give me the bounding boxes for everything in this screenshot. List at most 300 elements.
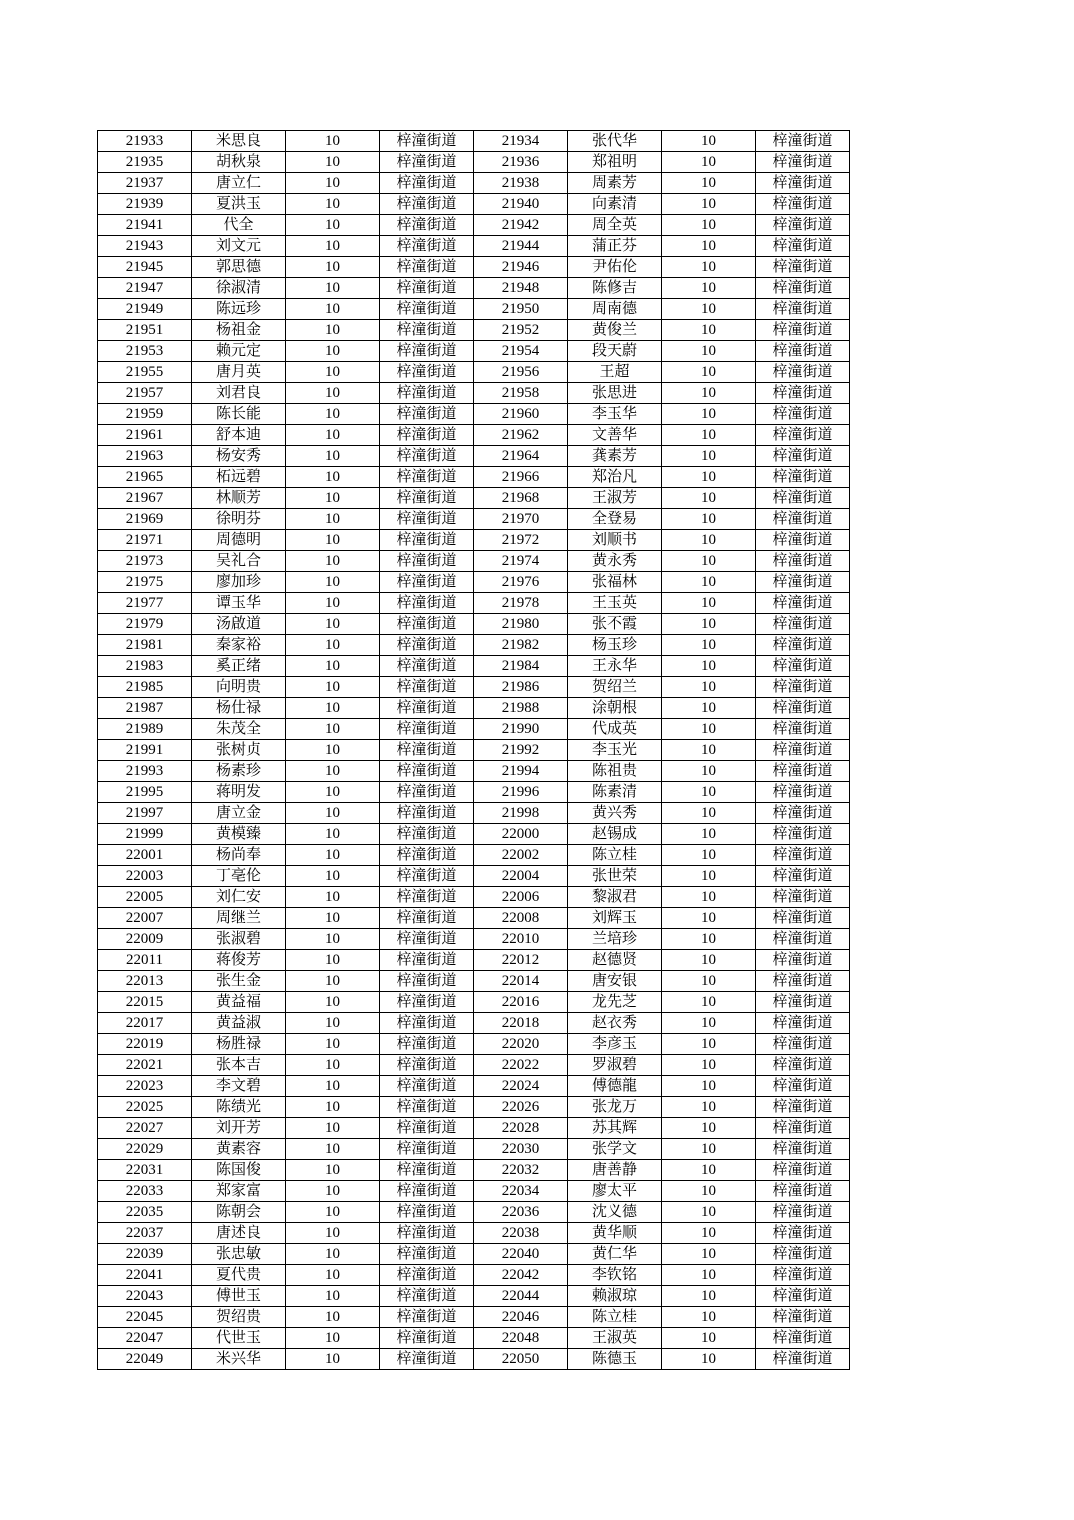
record-number-cell: 21978 — [474, 593, 568, 614]
person-name-cell: 唐立金 — [192, 803, 286, 824]
person-name-cell: 杨祖金 — [192, 320, 286, 341]
street-office-cell: 梓潼街道 — [380, 1328, 474, 1349]
street-office-cell: 梓潼街道 — [380, 299, 474, 320]
amount-cell: 10 — [286, 992, 380, 1013]
person-name-cell: 唐述良 — [192, 1223, 286, 1244]
table-row — [98, 551, 850, 572]
street-office-cell: 梓潼街道 — [756, 530, 850, 551]
table-row — [98, 1013, 850, 1034]
record-number-cell: 22012 — [474, 950, 568, 971]
person-name-cell: 黄仁华 — [568, 1244, 662, 1265]
person-name-cell: 傅德龍 — [568, 1076, 662, 1097]
record-number-cell: 22008 — [474, 908, 568, 929]
street-office-cell: 梓潼街道 — [756, 887, 850, 908]
amount-cell: 10 — [286, 1181, 380, 1202]
amount-cell: 10 — [662, 278, 756, 299]
amount-cell: 10 — [286, 656, 380, 677]
person-name-cell: 赵衣秀 — [568, 1013, 662, 1034]
person-name-cell: 陈立桂 — [568, 1307, 662, 1328]
amount-cell: 10 — [286, 488, 380, 509]
table-row — [98, 362, 850, 383]
table-row — [98, 215, 850, 236]
street-office-cell: 梓潼街道 — [756, 1076, 850, 1097]
record-number-cell: 21943 — [98, 236, 192, 257]
record-number-cell: 21933 — [98, 131, 192, 152]
amount-cell: 10 — [286, 509, 380, 530]
record-number-cell: 22034 — [474, 1181, 568, 1202]
person-name-cell: 廖加珍 — [192, 572, 286, 593]
street-office-cell: 梓潼街道 — [380, 1013, 474, 1034]
record-number-cell: 21999 — [98, 824, 192, 845]
record-number-cell: 22048 — [474, 1328, 568, 1349]
person-name-cell: 傅世玉 — [192, 1286, 286, 1307]
person-name-cell: 杨安秀 — [192, 446, 286, 467]
amount-cell: 10 — [662, 1160, 756, 1181]
record-number-cell: 21972 — [474, 530, 568, 551]
record-number-cell: 22004 — [474, 866, 568, 887]
record-number-cell: 22002 — [474, 845, 568, 866]
person-name-cell: 周德明 — [192, 530, 286, 551]
table-row — [98, 971, 850, 992]
person-name-cell: 丁亳伦 — [192, 866, 286, 887]
record-number-cell: 21937 — [98, 173, 192, 194]
amount-cell: 10 — [286, 1307, 380, 1328]
amount-cell: 10 — [662, 1097, 756, 1118]
amount-cell: 10 — [286, 1265, 380, 1286]
street-office-cell: 梓潼街道 — [380, 509, 474, 530]
street-office-cell: 梓潼街道 — [380, 1076, 474, 1097]
street-office-cell: 梓潼街道 — [756, 152, 850, 173]
record-number-cell: 21981 — [98, 635, 192, 656]
record-number-cell: 21971 — [98, 530, 192, 551]
amount-cell: 10 — [662, 1286, 756, 1307]
table-row — [98, 761, 850, 782]
record-number-cell: 21965 — [98, 467, 192, 488]
person-name-cell: 代全 — [192, 215, 286, 236]
person-name-cell: 涂朝根 — [568, 698, 662, 719]
street-office-cell: 梓潼街道 — [756, 1307, 850, 1328]
record-number-cell: 21955 — [98, 362, 192, 383]
record-number-cell: 21983 — [98, 656, 192, 677]
street-office-cell: 梓潼街道 — [756, 1328, 850, 1349]
amount-cell: 10 — [286, 1055, 380, 1076]
street-office-cell: 梓潼街道 — [380, 677, 474, 698]
street-office-cell: 梓潼街道 — [756, 971, 850, 992]
street-office-cell: 梓潼街道 — [380, 1244, 474, 1265]
table-row — [98, 1202, 850, 1223]
record-number-cell: 21987 — [98, 698, 192, 719]
amount-cell: 10 — [286, 236, 380, 257]
street-office-cell: 梓潼街道 — [756, 257, 850, 278]
amount-cell: 10 — [286, 257, 380, 278]
amount-cell: 10 — [662, 1244, 756, 1265]
street-office-cell: 梓潼街道 — [756, 1055, 850, 1076]
table-row — [98, 278, 850, 299]
record-number-cell: 22035 — [98, 1202, 192, 1223]
person-name-cell: 陈长能 — [192, 404, 286, 425]
table-row — [98, 950, 850, 971]
table-row — [98, 635, 850, 656]
table-row — [98, 425, 850, 446]
amount-cell: 10 — [662, 593, 756, 614]
street-office-cell: 梓潼街道 — [380, 404, 474, 425]
person-name-cell: 舒本迪 — [192, 425, 286, 446]
amount-cell: 10 — [286, 929, 380, 950]
person-name-cell: 陈立桂 — [568, 845, 662, 866]
record-number-cell: 22036 — [474, 1202, 568, 1223]
amount-cell: 10 — [662, 320, 756, 341]
amount-cell: 10 — [286, 1202, 380, 1223]
table-row — [98, 1034, 850, 1055]
record-number-cell: 21980 — [474, 614, 568, 635]
record-number-cell: 21963 — [98, 446, 192, 467]
table-row — [98, 1181, 850, 1202]
street-office-cell: 梓潼街道 — [756, 698, 850, 719]
street-office-cell: 梓潼街道 — [380, 446, 474, 467]
person-name-cell: 米思良 — [192, 131, 286, 152]
street-office-cell: 梓潼街道 — [756, 929, 850, 950]
record-number-cell: 21977 — [98, 593, 192, 614]
amount-cell: 10 — [286, 383, 380, 404]
street-office-cell: 梓潼街道 — [380, 1223, 474, 1244]
amount-cell: 10 — [286, 1013, 380, 1034]
record-number-cell: 21944 — [474, 236, 568, 257]
record-number-cell: 22016 — [474, 992, 568, 1013]
table-row — [98, 1286, 850, 1307]
record-number-cell: 21967 — [98, 488, 192, 509]
record-number-cell: 22050 — [474, 1349, 568, 1370]
street-office-cell: 梓潼街道 — [380, 593, 474, 614]
table-row — [98, 131, 850, 152]
record-number-cell: 21994 — [474, 761, 568, 782]
person-name-cell: 黄益淑 — [192, 1013, 286, 1034]
person-name-cell: 张生金 — [192, 971, 286, 992]
person-name-cell: 周继兰 — [192, 908, 286, 929]
person-name-cell: 苏其辉 — [568, 1118, 662, 1139]
record-number-cell: 21973 — [98, 551, 192, 572]
records-table — [97, 130, 850, 1370]
record-number-cell: 22044 — [474, 1286, 568, 1307]
street-office-cell: 梓潼街道 — [380, 278, 474, 299]
street-office-cell: 梓潼街道 — [756, 1223, 850, 1244]
record-number-cell: 21964 — [474, 446, 568, 467]
amount-cell: 10 — [286, 446, 380, 467]
person-name-cell: 代成英 — [568, 719, 662, 740]
street-office-cell: 梓潼街道 — [380, 1202, 474, 1223]
person-name-cell: 刘开芳 — [192, 1118, 286, 1139]
table-row — [98, 467, 850, 488]
person-name-cell: 张本吉 — [192, 1055, 286, 1076]
street-office-cell: 梓潼街道 — [756, 1139, 850, 1160]
amount-cell: 10 — [662, 1181, 756, 1202]
table-row — [98, 1349, 850, 1370]
street-office-cell: 梓潼街道 — [380, 362, 474, 383]
street-office-cell: 梓潼街道 — [380, 887, 474, 908]
amount-cell: 10 — [286, 299, 380, 320]
person-name-cell: 刘辉玉 — [568, 908, 662, 929]
amount-cell: 10 — [286, 740, 380, 761]
street-office-cell: 梓潼街道 — [756, 1244, 850, 1265]
street-office-cell: 梓潼街道 — [756, 1034, 850, 1055]
record-number-cell: 21948 — [474, 278, 568, 299]
street-office-cell: 梓潼街道 — [756, 782, 850, 803]
amount-cell: 10 — [286, 845, 380, 866]
street-office-cell: 梓潼街道 — [756, 656, 850, 677]
person-name-cell: 刘仁安 — [192, 887, 286, 908]
street-office-cell: 梓潼街道 — [756, 761, 850, 782]
record-number-cell: 22043 — [98, 1286, 192, 1307]
record-number-cell: 21959 — [98, 404, 192, 425]
person-name-cell: 张忠敏 — [192, 1244, 286, 1265]
street-office-cell: 梓潼街道 — [380, 425, 474, 446]
table-row — [98, 1307, 850, 1328]
amount-cell: 10 — [286, 593, 380, 614]
person-name-cell: 向明贵 — [192, 677, 286, 698]
amount-cell: 10 — [662, 719, 756, 740]
person-name-cell: 陈绩光 — [192, 1097, 286, 1118]
amount-cell: 10 — [286, 1328, 380, 1349]
person-name-cell: 廖太平 — [568, 1181, 662, 1202]
person-name-cell: 黄华顺 — [568, 1223, 662, 1244]
street-office-cell: 梓潼街道 — [756, 1118, 850, 1139]
record-number-cell: 22000 — [474, 824, 568, 845]
record-number-cell: 21947 — [98, 278, 192, 299]
street-office-cell: 梓潼街道 — [380, 1307, 474, 1328]
record-number-cell: 21962 — [474, 425, 568, 446]
amount-cell: 10 — [286, 761, 380, 782]
street-office-cell: 梓潼街道 — [380, 320, 474, 341]
street-office-cell: 梓潼街道 — [756, 551, 850, 572]
street-office-cell: 梓潼街道 — [756, 425, 850, 446]
table-row — [98, 1244, 850, 1265]
record-number-cell: 22017 — [98, 1013, 192, 1034]
street-office-cell: 梓潼街道 — [756, 803, 850, 824]
record-number-cell: 21986 — [474, 677, 568, 698]
person-name-cell: 代世玉 — [192, 1328, 286, 1349]
record-number-cell: 21951 — [98, 320, 192, 341]
street-office-cell: 梓潼街道 — [756, 1349, 850, 1370]
person-name-cell: 张龙万 — [568, 1097, 662, 1118]
street-office-cell: 梓潼街道 — [756, 635, 850, 656]
person-name-cell: 杨素珍 — [192, 761, 286, 782]
table-row — [98, 173, 850, 194]
record-number-cell: 21993 — [98, 761, 192, 782]
street-office-cell: 梓潼街道 — [756, 341, 850, 362]
person-name-cell: 陈素清 — [568, 782, 662, 803]
street-office-cell: 梓潼街道 — [380, 761, 474, 782]
street-office-cell: 梓潼街道 — [380, 257, 474, 278]
person-name-cell: 杨胜禄 — [192, 1034, 286, 1055]
person-name-cell: 王淑芳 — [568, 488, 662, 509]
amount-cell: 10 — [662, 215, 756, 236]
table-row — [98, 299, 850, 320]
street-office-cell: 梓潼街道 — [756, 1160, 850, 1181]
amount-cell: 10 — [286, 572, 380, 593]
amount-cell: 10 — [286, 362, 380, 383]
amount-cell: 10 — [662, 971, 756, 992]
person-name-cell: 张树贞 — [192, 740, 286, 761]
amount-cell: 10 — [286, 530, 380, 551]
person-name-cell: 罗淑碧 — [568, 1055, 662, 1076]
table-row — [98, 992, 850, 1013]
record-number-cell: 21942 — [474, 215, 568, 236]
table-row — [98, 677, 850, 698]
amount-cell: 10 — [662, 698, 756, 719]
record-number-cell: 21975 — [98, 572, 192, 593]
person-name-cell: 谭玉华 — [192, 593, 286, 614]
amount-cell: 10 — [662, 299, 756, 320]
amount-cell: 10 — [286, 152, 380, 173]
amount-cell: 10 — [662, 551, 756, 572]
street-office-cell: 梓潼街道 — [756, 1097, 850, 1118]
record-number-cell: 22018 — [474, 1013, 568, 1034]
record-number-cell: 22009 — [98, 929, 192, 950]
record-number-cell: 21992 — [474, 740, 568, 761]
amount-cell: 10 — [286, 950, 380, 971]
person-name-cell: 唐安银 — [568, 971, 662, 992]
person-name-cell: 郑家富 — [192, 1181, 286, 1202]
amount-cell: 10 — [286, 215, 380, 236]
street-office-cell: 梓潼街道 — [380, 740, 474, 761]
street-office-cell: 梓潼街道 — [380, 236, 474, 257]
person-name-cell: 兰培珍 — [568, 929, 662, 950]
table-row — [98, 656, 850, 677]
amount-cell: 10 — [286, 866, 380, 887]
amount-cell: 10 — [662, 1328, 756, 1349]
amount-cell: 10 — [662, 782, 756, 803]
record-number-cell: 21957 — [98, 383, 192, 404]
person-name-cell: 黄素容 — [192, 1139, 286, 1160]
street-office-cell: 梓潼街道 — [380, 215, 474, 236]
street-office-cell: 梓潼街道 — [380, 824, 474, 845]
table-row — [98, 929, 850, 950]
person-name-cell: 全登易 — [568, 509, 662, 530]
street-office-cell: 梓潼街道 — [380, 383, 474, 404]
street-office-cell: 梓潼街道 — [380, 488, 474, 509]
table-row — [98, 341, 850, 362]
table-row — [98, 1097, 850, 1118]
street-office-cell: 梓潼街道 — [756, 194, 850, 215]
street-office-cell: 梓潼街道 — [380, 530, 474, 551]
table-row — [98, 614, 850, 635]
street-office-cell: 梓潼街道 — [756, 908, 850, 929]
amount-cell: 10 — [286, 467, 380, 488]
person-name-cell: 尹佑伦 — [568, 257, 662, 278]
table-row — [98, 488, 850, 509]
record-number-cell: 21949 — [98, 299, 192, 320]
amount-cell: 10 — [286, 194, 380, 215]
amount-cell: 10 — [662, 173, 756, 194]
table-row — [98, 236, 850, 257]
amount-cell: 10 — [286, 1223, 380, 1244]
amount-cell: 10 — [286, 425, 380, 446]
person-name-cell: 贺绍贵 — [192, 1307, 286, 1328]
record-number-cell: 22010 — [474, 929, 568, 950]
street-office-cell: 梓潼街道 — [756, 1013, 850, 1034]
person-name-cell: 黄兴秀 — [568, 803, 662, 824]
table-row — [98, 782, 850, 803]
table-row — [98, 866, 850, 887]
record-number-cell: 22028 — [474, 1118, 568, 1139]
street-office-cell: 梓潼街道 — [756, 845, 850, 866]
amount-cell: 10 — [662, 1202, 756, 1223]
record-number-cell: 22046 — [474, 1307, 568, 1328]
amount-cell: 10 — [662, 194, 756, 215]
amount-cell: 10 — [662, 1349, 756, 1370]
amount-cell: 10 — [286, 698, 380, 719]
table-row — [98, 572, 850, 593]
table-row — [98, 824, 850, 845]
table-row — [98, 803, 850, 824]
street-office-cell: 梓潼街道 — [380, 614, 474, 635]
amount-cell: 10 — [286, 971, 380, 992]
amount-cell: 10 — [662, 908, 756, 929]
person-name-cell: 李钦铭 — [568, 1265, 662, 1286]
record-number-cell: 21939 — [98, 194, 192, 215]
record-number-cell: 21954 — [474, 341, 568, 362]
table-row — [98, 383, 850, 404]
record-number-cell: 21996 — [474, 782, 568, 803]
amount-cell: 10 — [286, 635, 380, 656]
record-number-cell: 22027 — [98, 1118, 192, 1139]
amount-cell: 10 — [662, 404, 756, 425]
amount-cell: 10 — [286, 1244, 380, 1265]
table-row — [98, 530, 850, 551]
record-number-cell: 21945 — [98, 257, 192, 278]
amount-cell: 10 — [286, 782, 380, 803]
street-office-cell: 梓潼街道 — [756, 1202, 850, 1223]
street-office-cell: 梓潼街道 — [380, 551, 474, 572]
person-name-cell: 黄俊兰 — [568, 320, 662, 341]
amount-cell: 10 — [286, 824, 380, 845]
amount-cell: 10 — [662, 131, 756, 152]
amount-cell: 10 — [286, 1349, 380, 1370]
street-office-cell: 梓潼街道 — [380, 341, 474, 362]
record-number-cell: 22032 — [474, 1160, 568, 1181]
street-office-cell: 梓潼街道 — [756, 572, 850, 593]
street-office-cell: 梓潼街道 — [380, 173, 474, 194]
record-number-cell: 22019 — [98, 1034, 192, 1055]
street-office-cell: 梓潼街道 — [756, 866, 850, 887]
record-number-cell: 21968 — [474, 488, 568, 509]
record-number-cell: 22003 — [98, 866, 192, 887]
record-number-cell: 21958 — [474, 383, 568, 404]
record-number-cell: 21934 — [474, 131, 568, 152]
table-row — [98, 509, 850, 530]
record-number-cell: 21956 — [474, 362, 568, 383]
street-office-cell: 梓潼街道 — [756, 614, 850, 635]
record-number-cell: 22024 — [474, 1076, 568, 1097]
person-name-cell: 刘君良 — [192, 383, 286, 404]
street-office-cell: 梓潼街道 — [756, 278, 850, 299]
street-office-cell: 梓潼街道 — [756, 383, 850, 404]
person-name-cell: 龙先芝 — [568, 992, 662, 1013]
street-office-cell: 梓潼街道 — [380, 1118, 474, 1139]
record-number-cell: 22011 — [98, 950, 192, 971]
record-number-cell: 21952 — [474, 320, 568, 341]
amount-cell: 10 — [662, 446, 756, 467]
person-name-cell: 刘文元 — [192, 236, 286, 257]
record-number-cell: 21966 — [474, 467, 568, 488]
person-name-cell: 刘顺书 — [568, 530, 662, 551]
street-office-cell: 梓潼街道 — [756, 173, 850, 194]
street-office-cell: 梓潼街道 — [380, 929, 474, 950]
person-name-cell: 黄益福 — [192, 992, 286, 1013]
record-number-cell: 22045 — [98, 1307, 192, 1328]
street-office-cell: 梓潼街道 — [756, 677, 850, 698]
street-office-cell: 梓潼街道 — [756, 299, 850, 320]
person-name-cell: 张淑碧 — [192, 929, 286, 950]
